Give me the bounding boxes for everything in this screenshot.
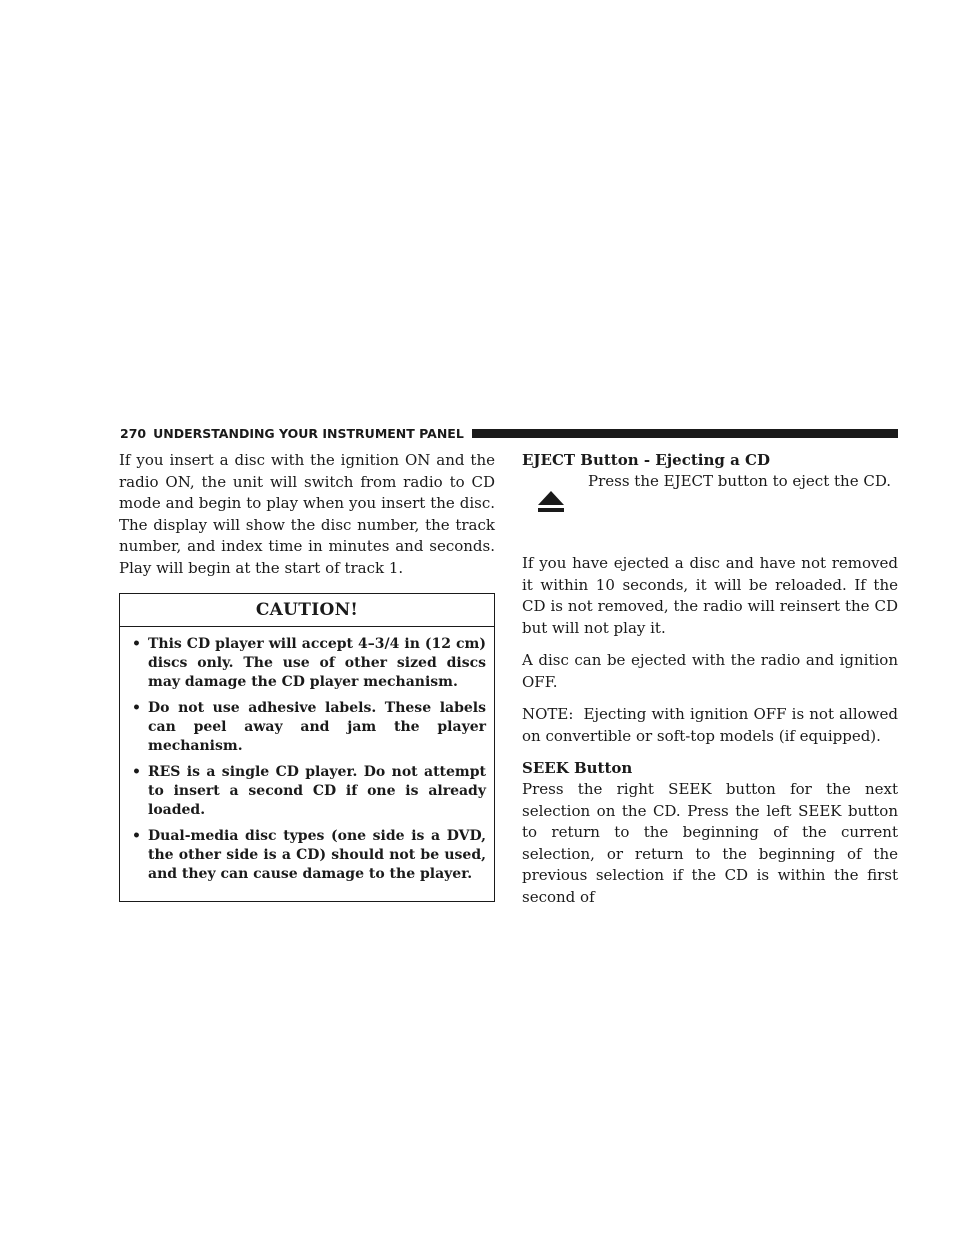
note-paragraph xyxy=(522,704,898,747)
caution-item-text: This CD player will accept 4–3/4 in (12 cm) discs only. The use of other sized discs may damage the CD player mechanism. xyxy=(148,636,486,690)
seek-heading: SEEK Button xyxy=(522,759,633,777)
page-number: 270 xyxy=(120,425,147,441)
eject-icon xyxy=(538,491,564,513)
page-header xyxy=(120,424,898,442)
left-column xyxy=(119,450,495,902)
caution-title: CAUTION! xyxy=(120,594,494,627)
intro-paragraph: If you insert a disc with the ignition ON and the radio ON, the unit will switch from radio to CD mode and begin to play when you insert the disc. The display will show the disc number, the track number, and index time in minutes and seconds. Play will begin at the start of track 1. xyxy=(119,451,495,577)
eject-off-paragraph: A disc can be ejected with the radio and ignition OFF. xyxy=(522,651,898,691)
reload-paragraph: If you have ejected a disc and have not removed it within 10 seconds, it will be reloaded. If the CD is not removed, the radio will reinsert the CD but will not play it. xyxy=(522,554,898,637)
note-text: Ejecting with ignition OFF is not allowed on convertible or soft-top models (if equipped). xyxy=(522,705,898,745)
bullet: • xyxy=(132,764,141,780)
note-label: NOTE: xyxy=(522,705,574,723)
eject-heading: EJECT Button - Ejecting a CD xyxy=(522,451,770,469)
bullet: • xyxy=(132,828,141,844)
eject-row xyxy=(522,471,898,553)
caution-item-text: Dual-media disc types (one side is a DVD, the other side is a CD) should not be used, and they can cause damage to the player. xyxy=(148,828,486,882)
right-column xyxy=(522,450,898,908)
bullet: • xyxy=(132,636,141,652)
caution-item-text: Do not use adhesive labels. These labels can peel away and jam the player mechanism. xyxy=(148,700,486,754)
caution-box xyxy=(119,593,495,902)
eject-instruction: Press the EJECT button to eject the CD. xyxy=(588,472,892,490)
caution-item xyxy=(120,763,494,820)
header-rule xyxy=(472,429,898,438)
bullet: • xyxy=(132,700,141,716)
seek-paragraph: Press the right SEEK button for the next selection on the CD. Press the left SEEK button to return to the beginning of the current selection, or return to the beginning of the previous selection if the CD is within the first second of xyxy=(522,780,898,906)
caution-item xyxy=(120,635,494,692)
caution-item xyxy=(120,827,494,884)
caution-item xyxy=(120,699,494,756)
section-title: UNDERSTANDING YOUR INSTRUMENT PANEL xyxy=(153,425,464,441)
caution-item-text: RES is a single CD player. Do not attempt to insert a second CD if one is already loaded. xyxy=(148,764,486,818)
